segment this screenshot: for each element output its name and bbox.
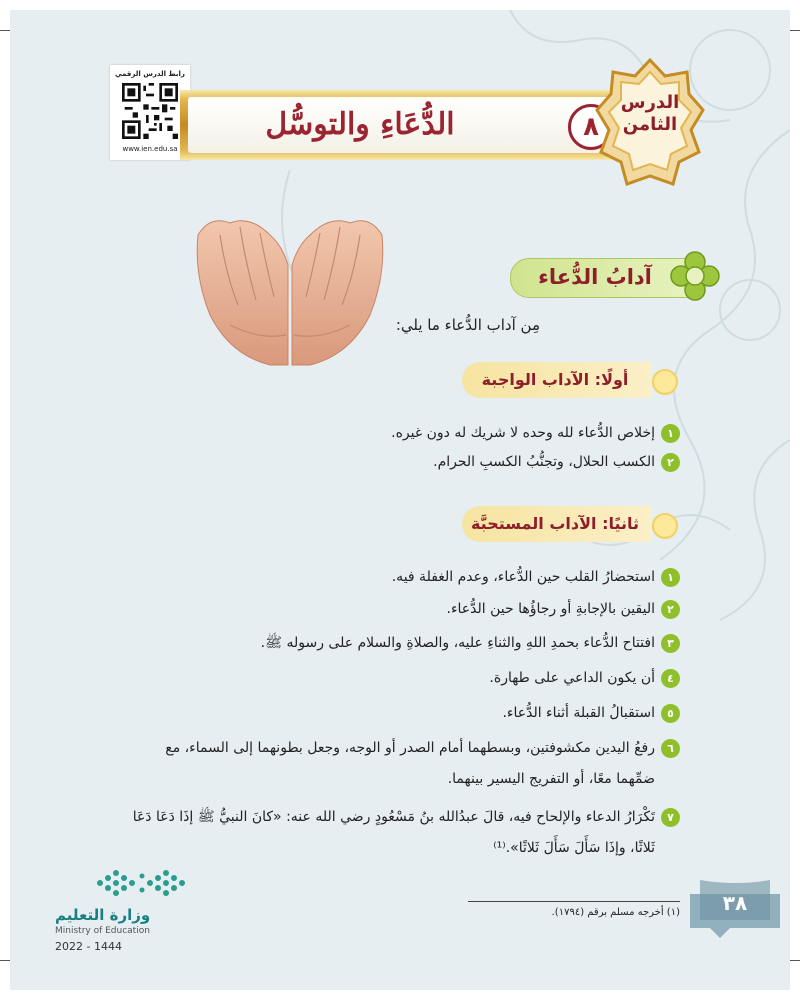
item-text: افتتاح الدُّعاء بحمدِ اللهِ والثناءِ عليه، والصلاةِ والسلام على رسوله ﷺ.: [260, 635, 655, 651]
ministry-logo-icon: [95, 868, 190, 898]
item-number: ٤: [661, 669, 680, 688]
list-item: [489, 667, 680, 689]
ministry-name-ar: وزارة التعليم: [55, 906, 151, 924]
lesson-label-line1: الدرس: [620, 92, 680, 113]
item-text-continued: ثَلاثًا، وإذَا سَأَلَ سَأَلَ ثَلاثًا».⁽¹⁾: [493, 840, 655, 856]
item-number: ٢: [661, 600, 680, 619]
crop-mark: [790, 30, 800, 31]
lesson-label: [605, 92, 695, 136]
item-text-continued: ضمِّهما معًا، أو التفريج اليسير بينهما.: [447, 771, 655, 787]
obligatory-heading: أولًا: الآداب الواجبة: [481, 370, 629, 389]
item-text: استحضارُ القلب حين الدُّعاء، وعدم الغفلة فيه.: [391, 569, 655, 585]
item-number: ١: [661, 568, 680, 587]
item-number: ٣: [661, 634, 680, 653]
lesson-title: الدُّعَاءِ والتوسُّل: [265, 107, 455, 142]
section-title: آدابُ الدُّعاء: [538, 265, 652, 289]
item-text: الكسب الحلال، وتجنُّبُ الكسبِ الحرام.: [433, 454, 655, 470]
section-intro: مِن آداب الدُّعاء ما يلي:: [395, 316, 540, 334]
item-text: أن يكون الداعي على طهارة.: [489, 670, 655, 686]
crop-mark: [790, 960, 800, 961]
item-number: ١: [661, 424, 680, 443]
qr-url[interactable]: www.ien.edu.sa: [122, 145, 178, 153]
list-item: [165, 737, 680, 759]
footnote: (١) أخرجه مسلم برقم (١٧٩٤).: [551, 907, 680, 918]
recommended-heading: ثانيًا: الآداب المستحبَّة: [470, 514, 640, 533]
item-number: ٧: [661, 808, 680, 827]
qr-code-icon[interactable]: [122, 83, 178, 139]
qr-caption: رابط الدرس الرقمي: [115, 70, 185, 78]
lesson-label-line2: الثامن: [622, 114, 678, 135]
item-text: رفعُ اليدين مكشوفتين، وبسطهما أمام الصدر أو الوجه، وجعل بطونهما إلى السماء، مع: [165, 740, 655, 756]
crop-mark: [0, 960, 10, 961]
item-number: ٢: [661, 453, 680, 472]
list-item: [433, 451, 680, 473]
ministry-year: 2022 - 1444: [55, 940, 122, 953]
praying-hands-image: [190, 205, 390, 370]
list-item: [261, 632, 680, 654]
lesson-number: ٨: [568, 104, 614, 150]
page-number: ٣٨: [722, 891, 748, 915]
footnote-divider: [468, 901, 680, 902]
list-item: [502, 702, 680, 724]
item-number: ٥: [661, 704, 680, 723]
crop-mark: [0, 30, 10, 31]
list-item: [391, 422, 680, 444]
list-item: [133, 806, 680, 828]
item-text: إخلاص الدُّعاء لله وحده لا شريك له دون غيره.: [391, 425, 655, 441]
ministry-name-en: Ministry of Education: [55, 926, 150, 936]
bullet-dot-icon: [652, 513, 678, 539]
flower-ornament-icon: [670, 250, 720, 302]
item-text: استقبالُ القبلة أثناء الدُّعاء.: [502, 705, 655, 721]
list-item: [447, 598, 681, 620]
item-text: اليقين بالإجابةِ أو رجاؤُها حين الدُّعاء.: [446, 601, 655, 617]
bullet-dot-icon: [652, 369, 678, 395]
item-text: تَكْرَارُ الدعاء والإلحاح فيه، قالَ عبدُالله بنُ مَسْعُودٍ رضي الله عنه: «كانَ النبيُّ ﷺ إذَا دَعَا دَعَا: [132, 809, 655, 825]
item-number: ٦: [661, 739, 680, 758]
list-item: [392, 566, 680, 588]
